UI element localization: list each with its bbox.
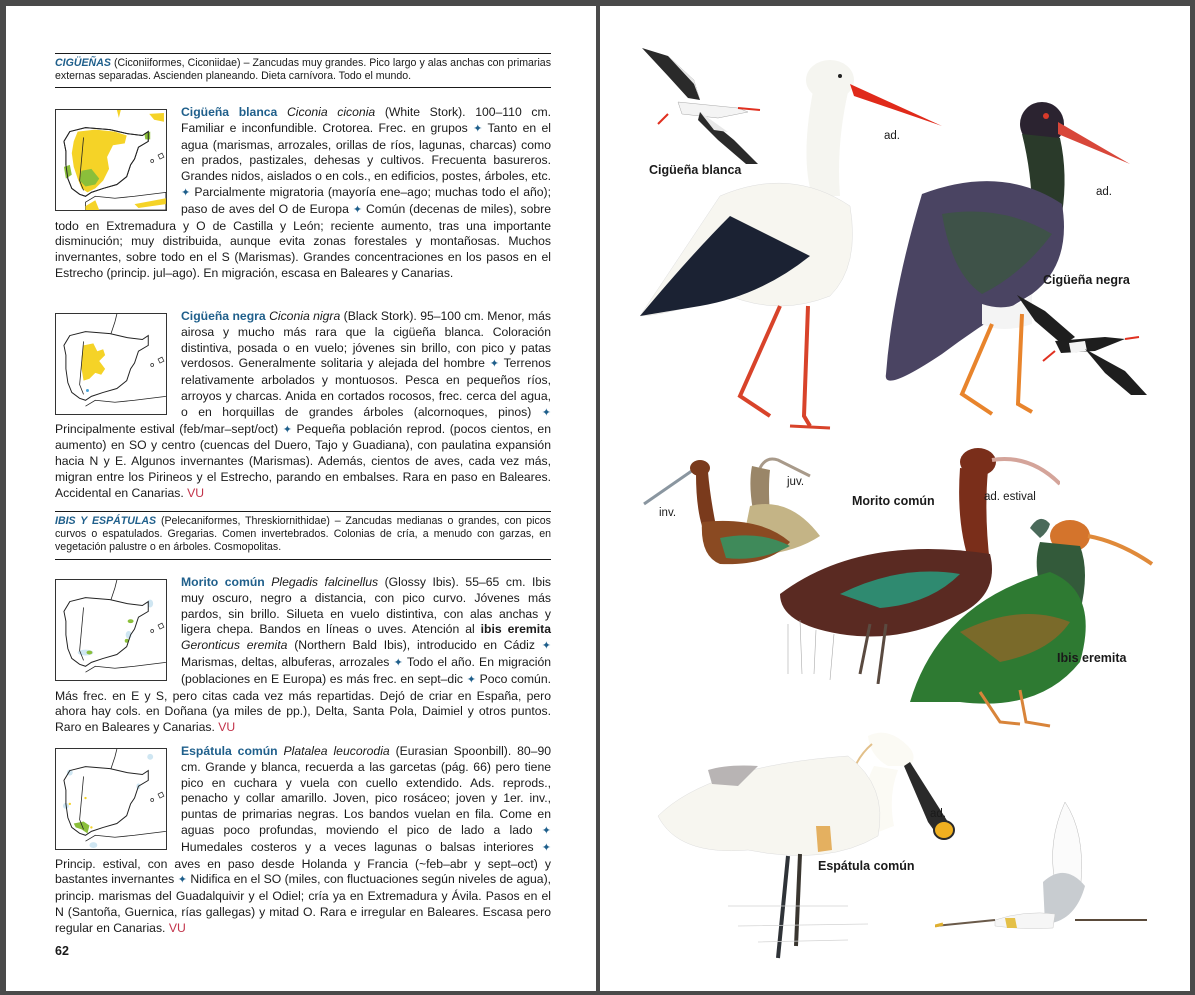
- separator-icon: ✦: [177, 874, 187, 887]
- related-species-scientific-name: Geronticus eremita: [181, 638, 288, 653]
- separator-icon: ✦: [181, 186, 191, 199]
- family-taxonomy: (Pelecaniformes, Threskiornithidae): [160, 515, 330, 527]
- species-habitat: Tanto en el agua (marismas, arrozales, orillas de ríos, lagunas, charcas) como en prados, pastizales, dehesas y cultivos. Frecuenta basureros. Grandes nidos, aislados o en cols., en edificios, postes, árboles, etc.: [181, 120, 551, 184]
- conservation-status-badge: VU: [218, 720, 236, 735]
- label-white-stork: Cigüeña blanca: [649, 163, 742, 177]
- related-species-text: (Northern Bald Ibis), introducido en Cádiz: [294, 638, 535, 653]
- species-phenology: Princip. estival, con aves en paso desde Holanda y Francia (~feb–abr y sept–oct) y bastantes invernantes: [55, 856, 551, 887]
- separator-icon: ✦: [541, 406, 551, 419]
- separator-icon: ✦: [541, 841, 551, 854]
- species-status-text: Pequeña población reprod. (pocos cientos, en aumento) en SO y centro (cuencas del Duero, Tajo y Guadiana), con paulatina expansión hacia N y E. Algunos invernantes (Marismas). Además, cientos de aves, cada vez más, migran entre los Pirineos y el Estrecho, parando en embalses. Rara en paso en Baleares. Accidental en Canarias.: [55, 421, 551, 500]
- species-phenology: Principalmente estival (feb/mar–sept/oct): [55, 421, 279, 436]
- related-species-name: ibis eremita: [480, 622, 551, 637]
- label-black-stork-age: ad.: [1096, 186, 1112, 198]
- iberia-map-icon: [56, 749, 166, 849]
- family-description: – Zancudas medianas o grandes, con picos curvos o espatulados. Gregarias. Comen invertebrados. Colonias de cría, a menudo con garzas, en vegetación palustre o en árboles. Cosmopolitas.: [55, 515, 551, 554]
- species-phenology: Parcialmente migratoria (mayoría ene–ago; muchas todo el año); paso de aves del O de Europa: [181, 184, 552, 216]
- label-spoonbill: Espátula común: [818, 859, 915, 873]
- spoonbill-flight-illustration: [935, 802, 1150, 942]
- separator-icon: ✦: [282, 423, 292, 436]
- distribution-map: [55, 313, 167, 415]
- label-glossy-ibis-winter: inv.: [659, 507, 677, 519]
- separator-icon: ✦: [352, 203, 363, 216]
- distribution-map: [55, 579, 167, 681]
- separator-icon: ✦: [489, 358, 499, 371]
- left-page: [6, 6, 596, 991]
- species-common-name: Espátula común: [181, 744, 278, 758]
- iberia-map-icon: [56, 110, 166, 210]
- species-description: (Eurasian Spoonbill). 80–90 cm. Grande y blanca, recuerda a las garcetas (pág. 66) pero tiene pico en cuchara y vuela con cuello extendido. Ads. reprods., penacho y collar amarillo. Joven, pico rosáceo; joven y 1er. inv., puntas de primarias negras. Los bandos vuelan en fila. Come en aguas poco profundas, moviendo el pico de lado a lado: [181, 744, 551, 837]
- label-glossy-ibis: Morito común: [852, 494, 935, 508]
- black-stork-flight-illustration: [1015, 291, 1155, 401]
- label-glossy-ibis-adult: ad. estival: [984, 491, 1036, 503]
- family-name: CIGÜEÑAS: [55, 57, 111, 69]
- species-description: (Black Stork). 95–100 cm. Menor, más airosa y mucho más rara que la cigüeña blanca. Coloración distintiva, posada o en vuelo; jóvenes sin brillo, con pico y patas verdosos. Generalmente solitaria y alejada del hombre: [181, 309, 551, 371]
- family-taxonomy: (Ciconiiformes, Ciconiidae): [113, 57, 241, 69]
- species-scientific-name: Ciconia ciconia: [286, 105, 376, 119]
- iberia-map-icon: [56, 314, 166, 414]
- iberia-map-icon: [56, 580, 166, 680]
- page-number: 62: [55, 944, 69, 958]
- family-description: – Zancudas muy grandes. Pico largo y alas anchas con primarias externas separadas. Ascienden planeando. Dieta carnívora. Todo el mundo.: [55, 57, 551, 83]
- label-white-stork-age: ad.: [884, 130, 900, 142]
- species-entry-black-stork: [55, 309, 551, 502]
- separator-icon: ✦: [541, 640, 552, 653]
- species-status-text: Nidifica en el SO (miles, con fluctuaciones según niveles de agua), princip. marismas del Guadalquivir y el Odiel; cría ya en Extremadura y Ávila. Pasos en el N (Santoña, Guernica, rías gallegas) y mitad O. Rara e irregular en Baleares. Escasa pero regular en Canarias.: [55, 872, 552, 935]
- species-description: (Glossy Ibis). 55–65 cm. Ibis muy oscuro, negro a distancia, con pico curvo. Jóvenes más pardos, sin brillo. Silueta en vuelo distintiva, con alas anchas y ligera chepa. Bandos en líneas o uves. Atención al: [181, 575, 551, 637]
- right-page: [600, 6, 1190, 991]
- species-entry-spoonbill: [55, 744, 551, 937]
- species-entry-white-stork: [55, 105, 551, 282]
- label-bald-ibis: Ibis eremita: [1057, 651, 1127, 665]
- family-header-ibises: [55, 511, 551, 560]
- label-glossy-ibis-juvenile: juv.: [787, 476, 805, 488]
- species-habitat: Humedales costeros y a veces lagunas o balsas interiores: [181, 839, 534, 854]
- species-common-name: Cigüeña blanca: [181, 105, 278, 119]
- species-phenology: Todo el año. En migración (poblaciones en E Europa) es más frec. en sept–dic: [181, 654, 552, 686]
- label-spoonbill-age: ad.: [930, 808, 946, 820]
- species-status-text: Poco común. Más frec. en E y S, pero citas cada vez más repartidas. Dejó de criar en España, pero ahora hay cols. en Doñana (ya miles de pp.), Delta, Santa Pola, Daimiel y otros puntos. Raro en Baleares y Canarias.: [55, 671, 552, 735]
- conservation-status-badge: VU: [168, 920, 186, 935]
- species-habitat: Terrenos relativamente arbolados y montuosos. Pesca en pequeños ríos, arroyos y charcas. Anida en cortados rocosos, frec. cerca del agua, o en horquillas de grandes árboles (alcornoques, pinos): [181, 356, 551, 419]
- species-status-text: Común (decenas de miles), sobre todo en Extremadura y O de Castilla y León; reciente aumento, tras una importante disminución; muy distribuida, aunque evita zonas forestales y montañosas. Muchos invernantes, sobre todo en el S (Marismas). Grandes concentraciones en los pasos en el Estrecho (princip. jul–ago). En migración, escasa en Baleares y Canarias.: [55, 201, 552, 280]
- species-scientific-name: Platalea leucorodia: [283, 744, 390, 758]
- conservation-status-badge: VU: [187, 485, 205, 500]
- separator-icon: ✦: [473, 122, 483, 135]
- distribution-map: [55, 748, 167, 850]
- species-scientific-name: Plegadis falcinellus: [271, 575, 379, 589]
- separator-icon: ✦: [466, 673, 476, 686]
- species-scientific-name: Ciconia nigra: [269, 309, 341, 323]
- separator-icon: ✦: [541, 824, 551, 837]
- species-description: (White Stork). 100–110 cm. Familiar e inconfundible. Crotorea. Frec. en grupos: [181, 105, 552, 135]
- separator-icon: ✦: [393, 656, 403, 669]
- species-common-name: Morito común: [181, 575, 265, 589]
- family-header-storks: [55, 53, 551, 88]
- species-entry-glossy-ibis: [55, 575, 551, 736]
- distribution-map: [55, 109, 167, 211]
- species-habitat: Marismas, deltas, albuferas, arrozales: [181, 654, 390, 669]
- species-common-name: Cigüeña negra: [181, 309, 266, 323]
- label-black-stork: Cigüeña negra: [1043, 273, 1130, 287]
- northern-bald-ibis-illustration: [900, 512, 1160, 732]
- family-name: IBIS Y ESPÁTULAS: [55, 515, 157, 527]
